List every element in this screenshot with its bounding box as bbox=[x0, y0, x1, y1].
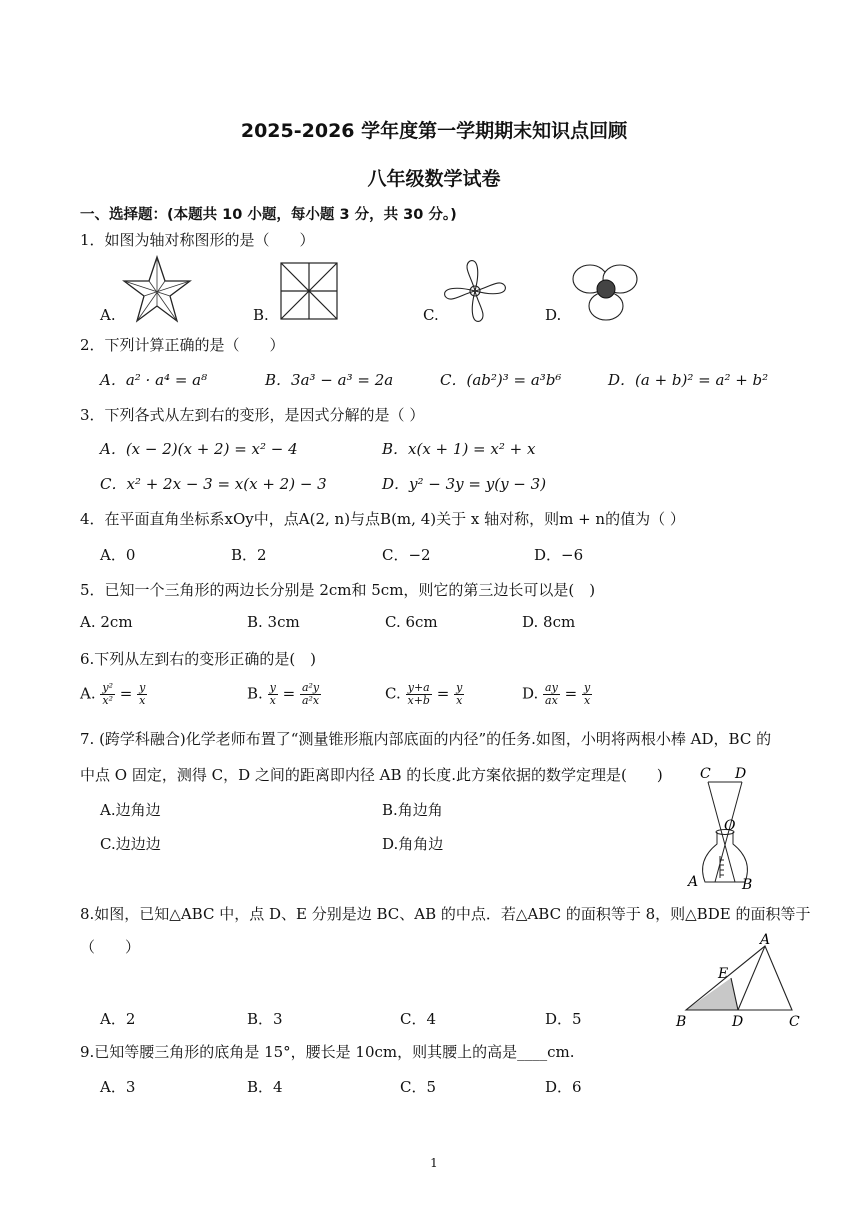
q8-fig-label-c: C bbox=[789, 1014, 800, 1030]
q1-stem: 1．如图为轴对称图形的是（ ） bbox=[80, 231, 315, 249]
q7-option-c: C.边边边 bbox=[100, 835, 161, 853]
q9-stem: 9.已知等腰三角形的底角是 15°，腰长是 10cm，则其腰上的高是____cm. bbox=[80, 1043, 575, 1061]
q8-stem-line2: （ ） bbox=[80, 938, 141, 956]
page-number: 1 bbox=[430, 1156, 438, 1170]
q3-option-d: D．y² − 3y = y(y − 3) bbox=[382, 475, 547, 493]
q1-label-a: A. bbox=[100, 306, 116, 324]
q4-option-d: D．−6 bbox=[534, 546, 584, 564]
page-subtitle: 八年级数学试卷 bbox=[367, 168, 501, 190]
q8-fig-label-e: E bbox=[718, 966, 729, 982]
q4-stem: 4．在平面直角坐标系xOy中，点A(2, n)与点B(m, 4)关于 x 轴对称，则m + n的值为（ ） bbox=[80, 510, 685, 528]
triangle-abc-figure bbox=[672, 932, 807, 1032]
q7-fig-label-o: O bbox=[724, 818, 736, 834]
q5-stem: 5．已知一个三角形的两边长分别是 2cm和 5cm，则它的第三边长可以是( ) bbox=[80, 581, 596, 599]
q6-label-a: A. bbox=[80, 684, 96, 703]
q6-option-b: B. $\frac{y}{x}$ = $\frac{\text{a²y}}{\text{a²x}}$ bbox=[247, 681, 320, 707]
q6-label-d: D. bbox=[522, 684, 539, 703]
q5-option-d: D. 8cm bbox=[522, 613, 576, 631]
clover-figure bbox=[570, 262, 640, 322]
section-heading: 一、选择题：(本题共 10 小题，每小题 3 分，共 30 分。) bbox=[80, 207, 457, 223]
q6-d-right-fraction: $\frac{y}{x}$ bbox=[583, 681, 591, 707]
q5-option-b: B. 3cm bbox=[247, 613, 300, 631]
q8-option-c: C．4 bbox=[400, 1010, 437, 1028]
q7-fig-label-b: B bbox=[742, 877, 753, 893]
q3-option-a: A．(x − 2)(x + 2) = x² − 4 bbox=[100, 440, 298, 458]
q6-b-left-fraction: $\frac{y}{x}$ bbox=[269, 681, 276, 707]
q8-fig-label-b: B bbox=[676, 1014, 687, 1030]
q9-option-d: D．6 bbox=[545, 1078, 582, 1096]
q2-option-a: A．a² · a⁴ = a⁸ bbox=[100, 371, 208, 389]
q6-a-right-fraction: $\frac{y}{x}$ bbox=[139, 681, 146, 707]
q6-stem: 6.下列从左到右的变形正确的是( ) bbox=[80, 650, 317, 668]
q7-option-b: B.角边角 bbox=[382, 801, 443, 819]
q4-option-c: C．−2 bbox=[382, 546, 431, 564]
q6-a-left-fraction: $\frac{\text{y²}}{\text{x²}}$ bbox=[102, 681, 114, 707]
q6-label-b: B. bbox=[247, 684, 263, 703]
q7-stem-line1: 7. (跨学科融合)化学老师布置了“测量锥形瓶内部底面的内径”的任务.如图，小明将两根小棒 AD，BC 的 bbox=[80, 730, 772, 748]
q6-c-left-fraction: $\frac{y+a}{x+b}$ bbox=[407, 681, 430, 707]
q2-option-c: C．(ab²)³ = a³b⁶ bbox=[440, 371, 562, 389]
q2-option-b: B．3a³ − a³ = 2a bbox=[265, 371, 394, 389]
q6-d-left-fraction: $\frac{ay}{ax}$ bbox=[545, 681, 558, 707]
q4-option-b: B．2 bbox=[231, 546, 267, 564]
q7-fig-label-a: A bbox=[688, 874, 699, 890]
q9-option-c: C．5 bbox=[400, 1078, 437, 1096]
q8-option-b: B．3 bbox=[247, 1010, 283, 1028]
q9-option-b: B．4 bbox=[247, 1078, 283, 1096]
q6-label-c: C. bbox=[385, 684, 401, 703]
q7-option-d: D.角角边 bbox=[382, 835, 444, 853]
q6-option-a: A. $\frac{\text{y²}}{\text{x²}}$ = $\frac{y}{x}$ bbox=[80, 681, 146, 707]
q6-b-right-fraction: $\frac{\text{a²y}}{\text{a²x}}$ bbox=[301, 681, 320, 707]
q2-stem: 2．下列计算正确的是（ ） bbox=[80, 336, 285, 354]
page-title: 2025-2026 学年度第一学期期末知识点回顾 bbox=[240, 120, 628, 142]
q8-stem-line1: 8.如图，已知△ABC 中，点 D、E 分别是边 BC、AB 的中点．若△ABC 的面积等于 8，则△BDE 的面积等于 bbox=[80, 905, 811, 923]
q7-fig-label-d: D bbox=[735, 766, 747, 782]
q3-option-c: C．x² + 2x − 3 = x(x + 2) − 3 bbox=[100, 475, 327, 493]
q1-label-b: B. bbox=[253, 306, 269, 324]
q8-option-a: A．2 bbox=[100, 1010, 136, 1028]
q7-stem-line2: 中点 O 固定，测得 C，D 之间的距离即内径 AB 的长度.此方案依据的数学定理是( ) bbox=[80, 766, 663, 784]
conical-flask-figure bbox=[680, 764, 770, 894]
star-figure bbox=[122, 255, 192, 323]
q6-option-d: D. $\frac{ay}{ax}$ = $\frac{y}{x}$ bbox=[522, 681, 591, 707]
q5-option-c: C. 6cm bbox=[385, 613, 438, 631]
pinwheel-figure bbox=[280, 262, 338, 320]
q7-option-a: A.边角边 bbox=[100, 801, 161, 819]
q3-stem: 3．下列各式从左到右的变形，是因式分解的是（ ） bbox=[80, 406, 425, 424]
q8-fig-label-a: A bbox=[760, 932, 771, 948]
q9-option-a: A．3 bbox=[100, 1078, 136, 1096]
q6-c-right-fraction: $\frac{y}{x}$ bbox=[456, 681, 463, 707]
q1-label-c: C. bbox=[423, 306, 439, 324]
q1-label-d: D. bbox=[545, 306, 562, 324]
q7-fig-label-c: C bbox=[700, 766, 711, 782]
q2-option-d: D．(a + b)² = a² + b² bbox=[608, 371, 769, 389]
q6-option-c: C. $\frac{y+a}{x+b}$ = $\frac{y}{x}$ bbox=[385, 681, 463, 707]
q3-option-b: B．x(x + 1) = x² + x bbox=[382, 440, 536, 458]
q4-option-a: A．0 bbox=[100, 546, 136, 564]
q5-option-a: A. 2cm bbox=[80, 613, 133, 631]
q8-fig-label-d: D bbox=[732, 1014, 744, 1030]
swirl-flower-figure bbox=[442, 258, 508, 324]
q8-option-d: D．5 bbox=[545, 1010, 582, 1028]
